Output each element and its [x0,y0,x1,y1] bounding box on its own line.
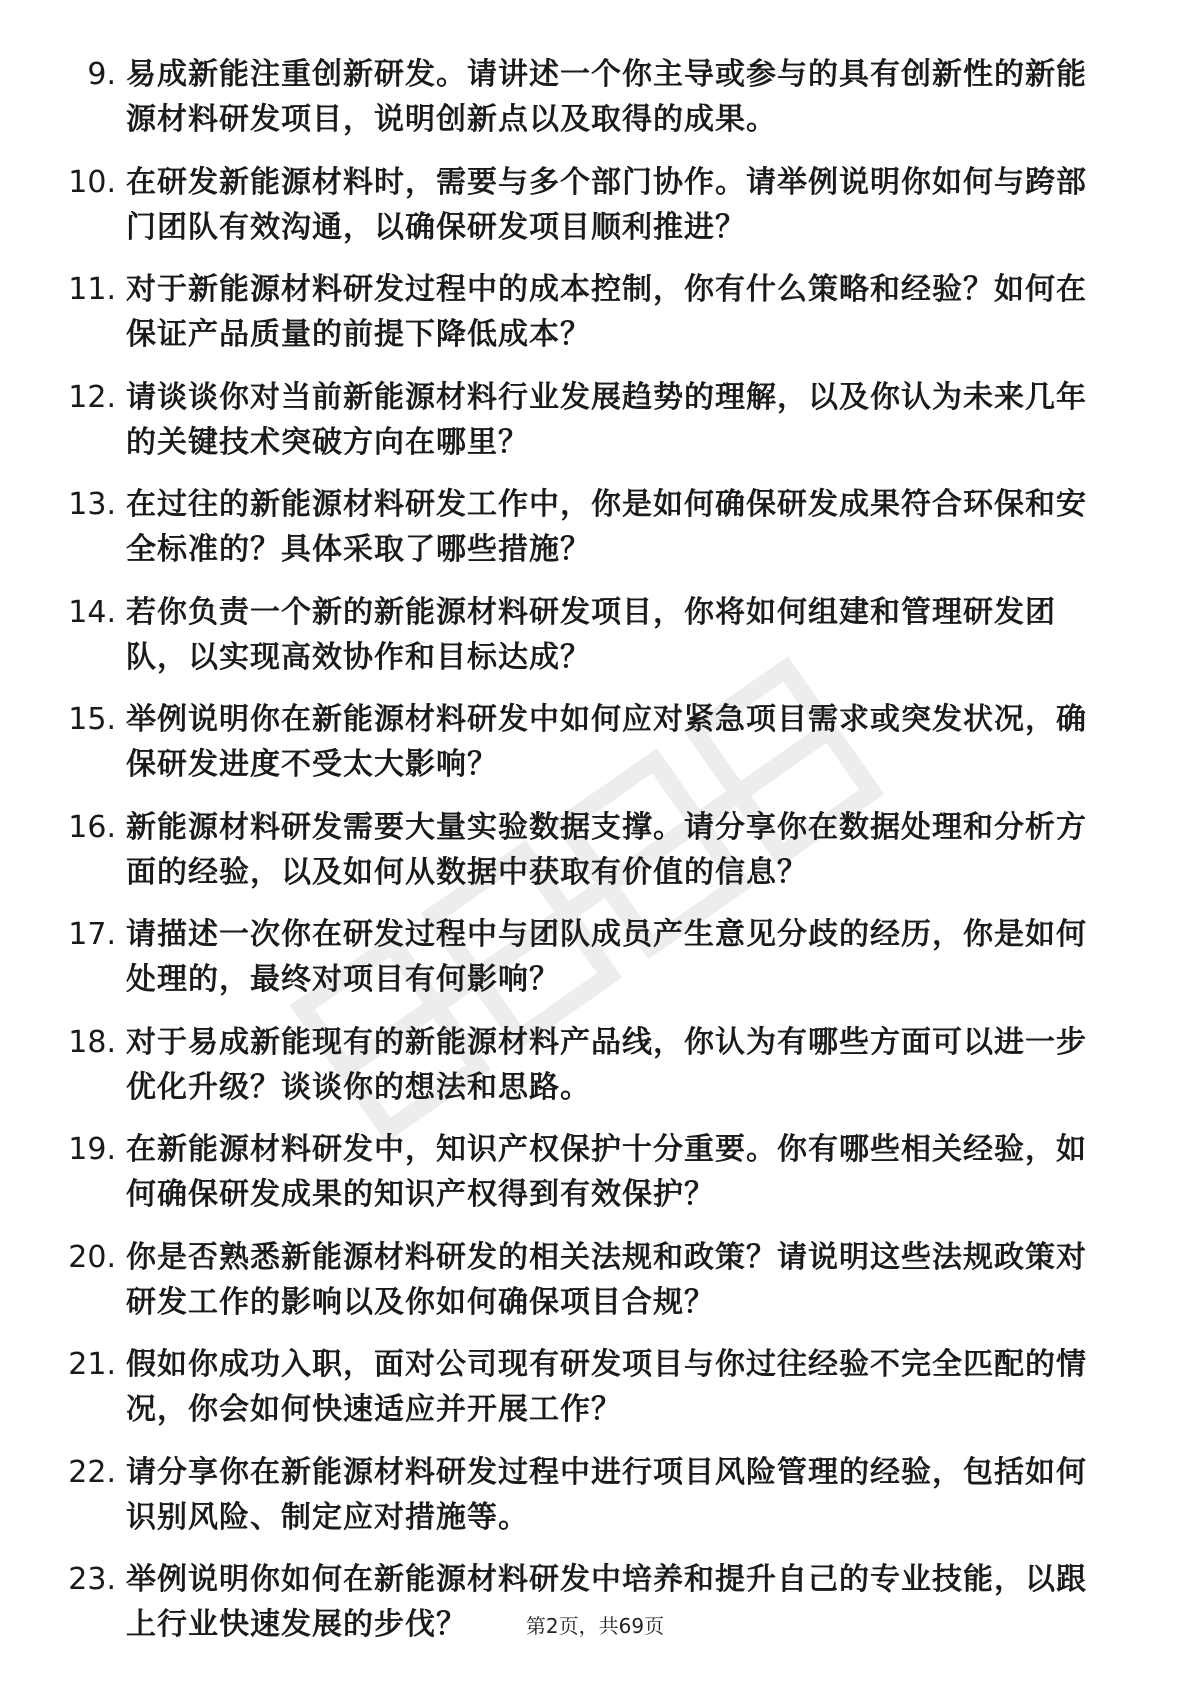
question-number: 12. [68,379,116,415]
question-item [60,1450,1110,1540]
question-text: 对于易成新能现有的新能源材料产品线，你认为有哪些方面可以进一步优化升级？谈谈你的想法和思路。 [126,1024,1087,1105]
question-text: 举例说明你如何在新能源材料研发中培养和提升自己的专业技能，以跟上行业快速发展的步伐？ [126,1562,1087,1642]
question-item [60,697,1110,787]
question-number: 13. [68,487,116,522]
page-number: 第2页，共69页 [525,1614,665,1638]
question-text: 对于新能源材料研发过程中的成本控制，你有什么策略和经验？如何在保证产品质量的前提下降低成本？ [126,272,1087,352]
question-text: 请分享你在新能源材料研发过程中进行项目风险管理的经验，包括如何识别风险、制定应对措施等。 [126,1454,1087,1535]
question-text: 在过往的新能源材料研发工作中，你是如何确保研发成果符合环保和安全标准的？具体采取了哪些措施？ [126,487,1087,567]
question-text: 易成新能注重创新研发。请讲述一个你主导或参与的具有创新性的新能源材料研发项目，说明创新点以及取得的成果。 [126,57,1087,137]
question-number: 16. [68,809,116,845]
question-text: 新能源材料研发需要大量实验数据支撑。请分享你在数据处理和分析方面的经验，以及如何从数据中获取有价值的信息？ [126,809,1087,890]
question-number: 14. [68,594,116,630]
question-item [60,1235,1110,1325]
question-number: 18. [68,1024,116,1060]
question-item [60,267,1110,357]
question-text: 假如你成功入职，面对公司现有研发项目与你过往经验不完全匹配的情况，你会如何快速适应并开展工作？ [126,1347,1087,1427]
question-text: 请描述一次你在研发过程中与团队成员产生意见分歧的经历，你是如何处理的，最终对项目有何影响？ [126,917,1087,997]
question-number: 20. [68,1239,116,1275]
question-text: 举例说明你在新能源材料研发中如何应对紧急项目需求或突发状况，确保研发进度不受太大影响？ [126,702,1087,782]
question-number: 9. [87,57,116,92]
question-number: 17. [68,917,116,952]
question-item [60,1127,1110,1217]
question-item [60,482,1110,572]
question-item [60,160,1110,250]
question-text: 在研发新能源材料时，需要与多个部门协作。请举例说明你如何与跨部门团队有效沟通，以确保研发项目顺利推进？ [126,164,1087,245]
question-item [60,590,1110,680]
question-number: 19. [68,1132,116,1167]
question-number: 10. [68,164,116,200]
question-item [60,912,1110,1002]
question-item [60,375,1110,465]
question-list [60,52,1110,1665]
question-item [60,1020,1110,1110]
question-text: 请谈谈你对当前新能源材料行业发展趋势的理解，以及你认为未来几年的关键技术突破方向在哪里？ [126,379,1087,460]
question-text: 你是否熟悉新能源材料研发的相关法规和政策？请说明这些法规政策对研发工作的影响以及你如何确保项目合规？ [126,1239,1087,1320]
question-text: 若你负责一个新的新能源材料研发项目，你将如何组建和管理研发团队，以实现高效协作和目标达成？ [126,594,1056,675]
question-number: 15. [68,702,116,737]
question-item [60,1342,1110,1432]
question-item [60,805,1110,895]
question-number: 11. [68,272,116,307]
question-text: 在新能源材料研发中，知识产权保护十分重要。你有哪些相关经验，如何确保研发成果的知识产权得到有效保护？ [126,1132,1087,1212]
question-item [60,52,1110,142]
question-number: 21. [68,1347,116,1382]
question-number: 23. [68,1562,116,1597]
question-number: 22. [68,1454,116,1490]
